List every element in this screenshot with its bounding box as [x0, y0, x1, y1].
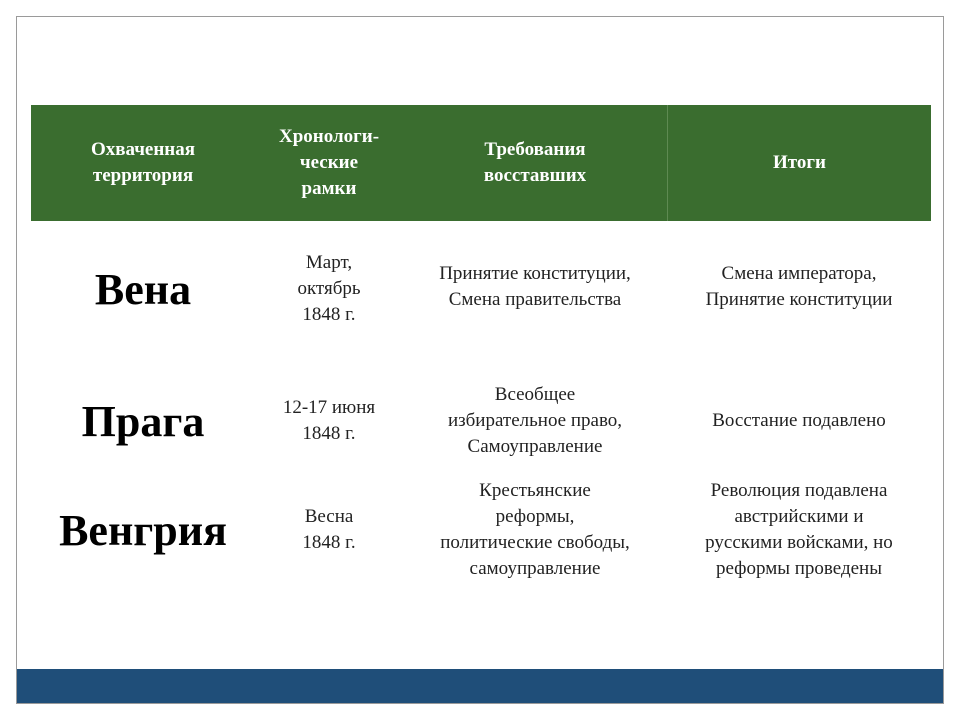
revolutions-table	[31, 105, 931, 577]
results-cell: Восстание подавлено	[712, 410, 886, 431]
header-results: Итоги	[667, 105, 931, 221]
results-cell: Революция подавлена австрийскими и русскими войсками, но реформы проведены	[705, 480, 893, 579]
period-cell: Весна 1848 г.	[302, 506, 356, 553]
city-cell: Прага	[81, 396, 205, 446]
table-header	[31, 105, 931, 221]
header-territory: Охваченная территория	[90, 139, 196, 186]
city-cell: Венгрия	[59, 505, 227, 555]
period-cell: Март, октябрь 1848 г.	[297, 252, 361, 325]
results-cell: Смена императора, Принятие конституции	[705, 263, 893, 310]
bottom-bar	[17, 669, 943, 703]
period-cell: 12-17 июня 1848 г.	[282, 397, 376, 444]
header-demands: Требования восставших	[483, 139, 587, 186]
demands-cell: Принятие конституции, Смена правительства	[439, 263, 631, 310]
city-cell: Вена	[94, 264, 192, 314]
demands-cell: Крестьянские реформы, политические свободы, самоуправление	[440, 480, 630, 579]
table-row	[31, 465, 931, 595]
header-timeframe: Хронологи- ческие рамки	[278, 126, 380, 199]
demands-cell: Всеобщее избирательное право, Самоуправление	[447, 384, 623, 457]
table-row	[31, 233, 931, 345]
slide	[16, 16, 944, 704]
